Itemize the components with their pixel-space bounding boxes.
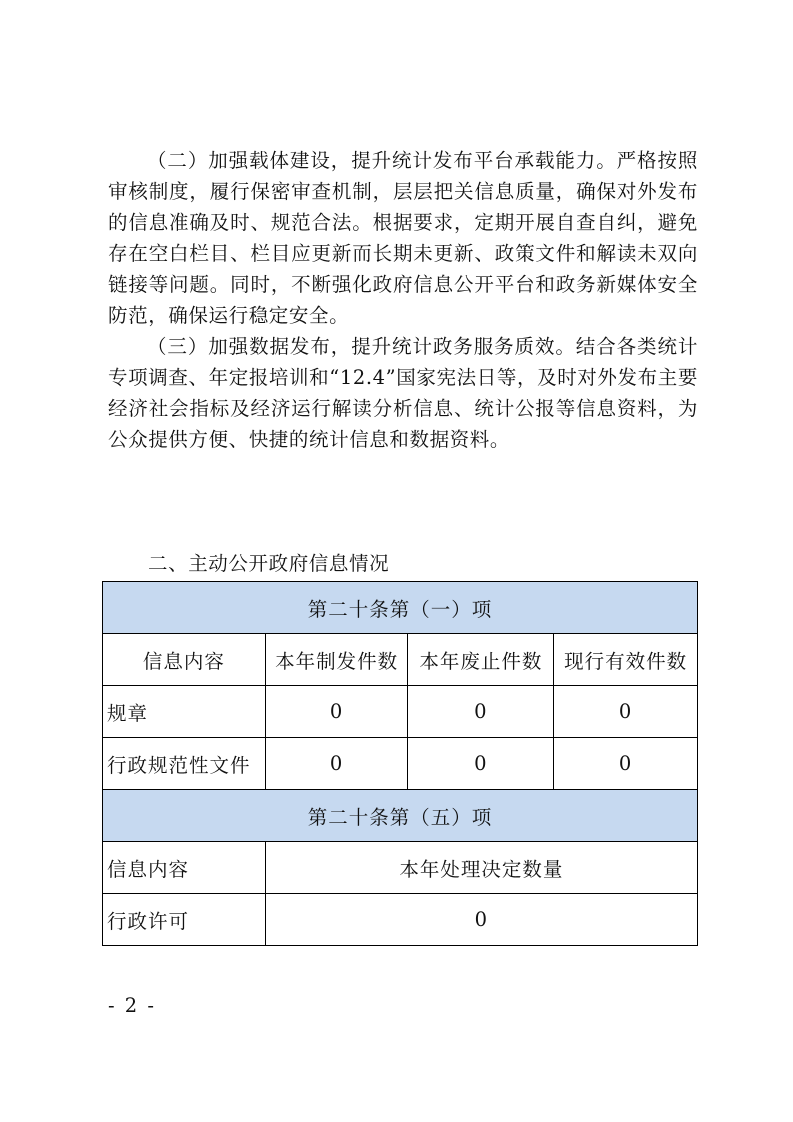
section1-title: 第二十条第（一）项 (103, 582, 698, 634)
table-cell: 0 (265, 738, 408, 790)
table-row (103, 738, 698, 790)
column-header: 信息内容 (103, 634, 266, 686)
column-header: 本年处理决定数量 (265, 842, 697, 894)
table-section-header (103, 582, 698, 634)
section-heading: 二、主动公开政府信息情况 (148, 552, 390, 575)
table-cell: 0 (265, 894, 697, 946)
row-label: 行政规范性文件 (103, 738, 266, 790)
column-header: 现行有效件数 (554, 634, 698, 686)
row-label: 规章 (103, 686, 266, 738)
paragraph-data-release: （三）加强数据发布，提升统计政务服务质效。结合各类统计专项调查、年定报培训和“12.4”国家宪法日等，及时对外发布主要经济社会指标及经济运行解读分析信息、统计公报等信息资料，为公众提供方便、快捷的统计信息和数据资料。 (108, 335, 698, 451)
column-header: 信息内容 (103, 842, 266, 894)
table-header-row (103, 842, 698, 894)
section2-title: 第二十条第（五）项 (103, 790, 698, 842)
column-header: 本年废止件数 (408, 634, 554, 686)
table-row (103, 686, 698, 738)
table-header-row (103, 634, 698, 686)
table-cell: 0 (408, 686, 554, 738)
body-text (108, 145, 698, 455)
table-cell: 0 (554, 738, 698, 790)
table-cell: 0 (265, 686, 408, 738)
disclosure-table (102, 581, 698, 946)
page-number: - 2 - (108, 994, 156, 1017)
table-cell: 0 (554, 686, 698, 738)
table-section-header (103, 790, 698, 842)
paragraph-platform-capacity: （二）加强载体建设，提升统计发布平台承载能力。严格按照审核制度，履行保密审查机制，层层把关信息质量，确保对外发布的信息准确及时、规范合法。根据要求，定期开展自查自纠，避免存在空白栏目、栏目应更新而长期未更新、政策文件和解读未双向链接等问题。同时，不断强化政府信息公开平台和政务新媒体安全防范，确保运行稳定安全。 (108, 149, 698, 327)
row-label: 行政许可 (103, 894, 266, 946)
table-cell: 0 (408, 738, 554, 790)
table-row (103, 894, 698, 946)
column-header: 本年制发件数 (265, 634, 408, 686)
